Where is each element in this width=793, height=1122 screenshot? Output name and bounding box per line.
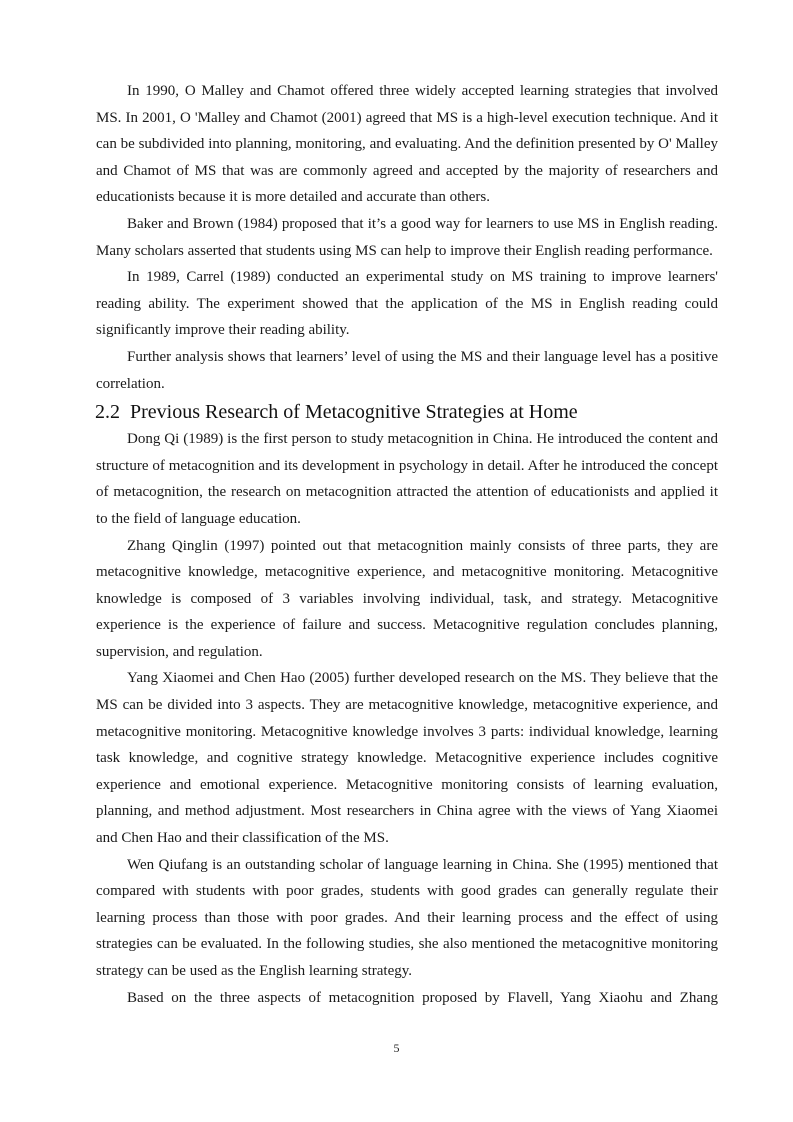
paragraph: Based on the three aspects of metacognition proposed by Flavell, Yang Xiaohu and Zhang [127, 989, 718, 1006]
paragraph: Baker and Brown (1984) proposed that it’s a good way for learners to use MS in English reading. Many scholars asserted that students using MS can help to improve their English reading performance. [96, 215, 718, 259]
paragraph: In 1990, O Malley and Chamot offered three widely accepted learning strategies that involved MS. In 2001, O 'Malley and Chamot (2001) agreed that MS is a high-level execution technique. And it can be subdivided into planning, monitoring, and evaluating. And the definition presented by O' Malley and Chamot of MS that was are commonly agreed and accepted by the majority of researchers and educationists because it is more detailed and accurate than others. [96, 83, 718, 206]
section-heading [95, 397, 718, 426]
paragraph: Dong Qi (1989) is the first person to study metacognition in China. He introduced the content and structure of metacognition and its development in psychology in detail. After he introduced the concept of metacognition, the research on metacognition attracted the attention of educationists and applied it to the field of language education. [96, 431, 718, 527]
page-number: 5 [393, 1041, 400, 1055]
paragraph: In 1989, Carrel (1989) conducted an experimental study on MS training to improve learners' reading ability. The experiment showed that the application of the MS in English reading could significantly improve their reading ability. [96, 269, 718, 339]
paragraph: Wen Qiufang is an outstanding scholar of language learning in China. She (1995) mentioned that compared with students with poor grades, students with good grades can generally regulate their learning process than those with poor grades. And their learning process and the effect of using strategies can be evaluated. In the following studies, she also mentioned the metacognitive monitoring strategy can be used as the English learning strategy. [96, 856, 718, 979]
paragraph: Further analysis shows that learners’ level of using the MS and their language level has a positive correlation. [96, 348, 718, 392]
section-number: 2.2 [95, 401, 120, 424]
paragraph: Yang Xiaomei and Chen Hao (2005) further developed research on the MS. They believe that the MS can be divided into 3 aspects. They are metacognitive knowledge, metacognitive experience, and metacognitive monitoring. Metacognitive knowledge involves 3 parts: individual knowledge, learning task knowledge, and cognitive strategy knowledge. Metacognitive experience includes cognitive experience and emotional experience. Metacognitive monitoring consists of learning evaluation, planning, and method adjustment. Most researchers in China agree with the views of Yang Xiaomei and Chen Hao and their classification of the MS. [96, 670, 718, 847]
paragraph: Zhang Qinglin (1997) pointed out that metacognition mainly consists of three parts, they are metacognitive knowledge, metacognitive experience, and metacognitive monitoring. Metacognitive knowledge is composed of 3 variables involving individual, task, and strategy. Metacognitive experience is the experience of failure and success. Metacognitive regulation concludes planning, supervision, and regulation. [96, 537, 718, 660]
section-title: Previous Research of Metacognitive Strategies at Home [130, 401, 578, 424]
body-text [96, 78, 718, 1011]
